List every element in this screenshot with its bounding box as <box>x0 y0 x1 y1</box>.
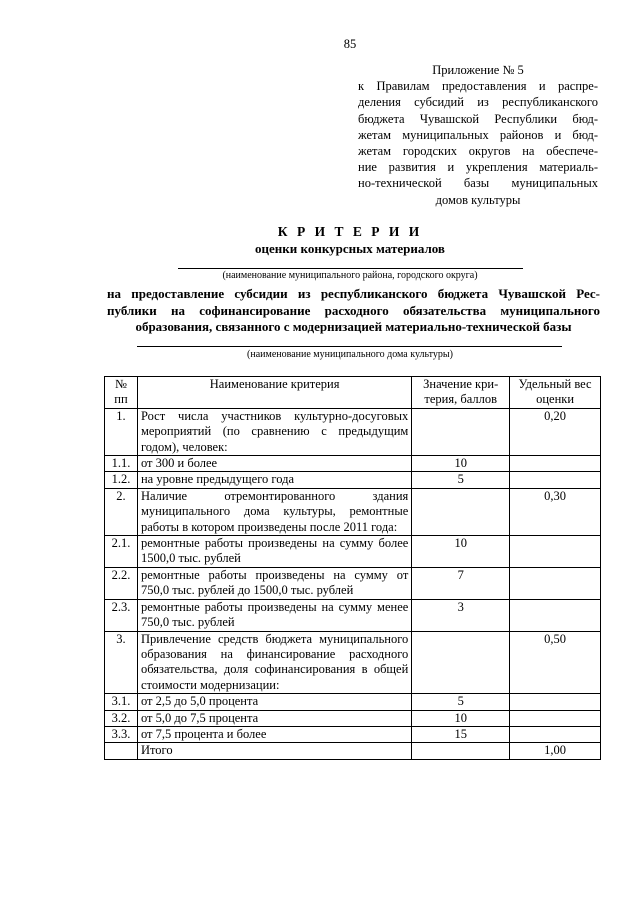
table-row <box>105 567 601 599</box>
row-value: 10 <box>412 536 510 568</box>
row-num: 3. <box>105 631 138 694</box>
table-row <box>105 726 601 742</box>
table-row <box>105 488 601 535</box>
row-weight: 0,50 <box>510 631 601 694</box>
appendix-line: но-технической базы муниципальных <box>358 176 598 191</box>
row-name: от 5,0 до 7,5 процента <box>137 710 411 726</box>
page-number: 85 <box>343 37 357 51</box>
row-name: ремонтные работы произведены на сумму менее 750,0 тыс. рублей <box>137 599 411 631</box>
row-name: ремонтные работы произведены на сумму от 750,0 тыс. рублей до 1500,0 тыс. рублей <box>137 567 411 599</box>
table-row <box>105 408 601 455</box>
row-weight <box>510 536 601 568</box>
row-value: 5 <box>412 472 510 488</box>
row-weight: 0,30 <box>510 488 601 535</box>
table-row <box>105 710 601 726</box>
appendix-line: жетам муниципальных районов и бюд- <box>358 127 598 142</box>
appendix-line: к Правилам предоставления и распре- <box>358 79 598 94</box>
appendix-line: деления субсидий из республиканского <box>358 95 598 110</box>
house-caption: (наименование муниципального дома культуры) <box>247 349 453 360</box>
row-num: 1.2. <box>105 472 138 488</box>
appendix-title: Приложение № 5 <box>432 63 524 77</box>
row-value: 7 <box>412 567 510 599</box>
table-row <box>105 631 601 694</box>
row-num: 3.1. <box>105 694 138 710</box>
row-num: 1. <box>105 408 138 455</box>
row-value: 15 <box>412 726 510 742</box>
row-weight <box>510 472 601 488</box>
table-header-row <box>105 377 601 409</box>
table-row-total <box>105 743 601 759</box>
row-name: от 7,5 процента и более <box>137 726 411 742</box>
table-row <box>105 472 601 488</box>
appendix-line: жетам городских округов на обеспече- <box>358 144 598 159</box>
row-num: 2.3. <box>105 599 138 631</box>
row-weight <box>510 710 601 726</box>
row-value: 5 <box>412 694 510 710</box>
row-name: Наличие отремонтированного здания муниципального дома культуры, ремонтные работы в котором произведены после 2011 года: <box>137 488 411 535</box>
row-value <box>412 631 510 694</box>
row-num: 1.1. <box>105 456 138 472</box>
document-subtitle: оценки конкурсных материалов <box>255 241 445 256</box>
header-num: № пп <box>105 377 138 409</box>
row-name: ремонтные работы произведены на сумму более 1500,0 тыс. рублей <box>137 536 411 568</box>
row-num: 2. <box>105 488 138 535</box>
row-name: Привлечение средств бюджета муниципального образования на финансирование расходного обязательства, доля софинансирования в общей стоимости модернизации: <box>137 631 411 694</box>
row-value <box>412 743 510 759</box>
table-row <box>105 599 601 631</box>
appendix-line: бюджета Чувашской Республики бюд- <box>358 111 598 126</box>
table-row <box>105 694 601 710</box>
row-value <box>412 488 510 535</box>
row-num: 3.3. <box>105 726 138 742</box>
row-weight <box>510 456 601 472</box>
document-title: К Р И Т Е Р И И <box>277 224 423 239</box>
row-value: 3 <box>412 599 510 631</box>
table-row <box>105 456 601 472</box>
purpose-line: публики на софинансирование расходного обязательства муниципального <box>107 302 600 318</box>
header-weight: Удельный вес оценки <box>510 377 601 409</box>
row-name: Итого <box>137 743 411 759</box>
municipality-blank-line <box>178 268 523 269</box>
row-name: от 2,5 до 5,0 процента <box>137 694 411 710</box>
row-num: 3.2. <box>105 710 138 726</box>
row-weight <box>510 694 601 710</box>
row-name: на уровне предыдущего года <box>137 472 411 488</box>
row-weight <box>510 599 601 631</box>
row-weight: 1,00 <box>510 743 601 759</box>
municipality-caption: (наименование муниципального района, городского округа) <box>222 270 478 281</box>
row-name: Рост числа участников культурно-досуговых мероприятий (по сравнению с предыдущим годом), человек: <box>137 408 411 455</box>
row-weight: 0,20 <box>510 408 601 455</box>
row-num: 2.1. <box>105 536 138 568</box>
row-name: от 300 и более <box>137 456 411 472</box>
house-blank-line <box>137 346 562 347</box>
criteria-table <box>104 376 601 760</box>
row-weight <box>510 726 601 742</box>
row-value: 10 <box>412 710 510 726</box>
row-weight <box>510 567 601 599</box>
purpose-text <box>107 286 600 336</box>
table-row <box>105 536 601 568</box>
row-value <box>412 408 510 455</box>
row-num <box>105 743 138 759</box>
row-value: 10 <box>412 456 510 472</box>
appendix-block <box>358 62 598 208</box>
header-name: Наименование критерия <box>137 377 411 409</box>
appendix-line: ние развития и укрепления материаль- <box>358 160 598 175</box>
header-value: Значение кри-терия, баллов <box>412 377 510 409</box>
row-num: 2.2. <box>105 567 138 599</box>
purpose-line: на предоставление субсидии из республиканского бюджета Чувашской Рес- <box>107 286 600 301</box>
appendix-line: домов культуры <box>435 192 521 207</box>
purpose-line: образования, связанного с модернизацией материально-технической базы <box>135 319 572 334</box>
